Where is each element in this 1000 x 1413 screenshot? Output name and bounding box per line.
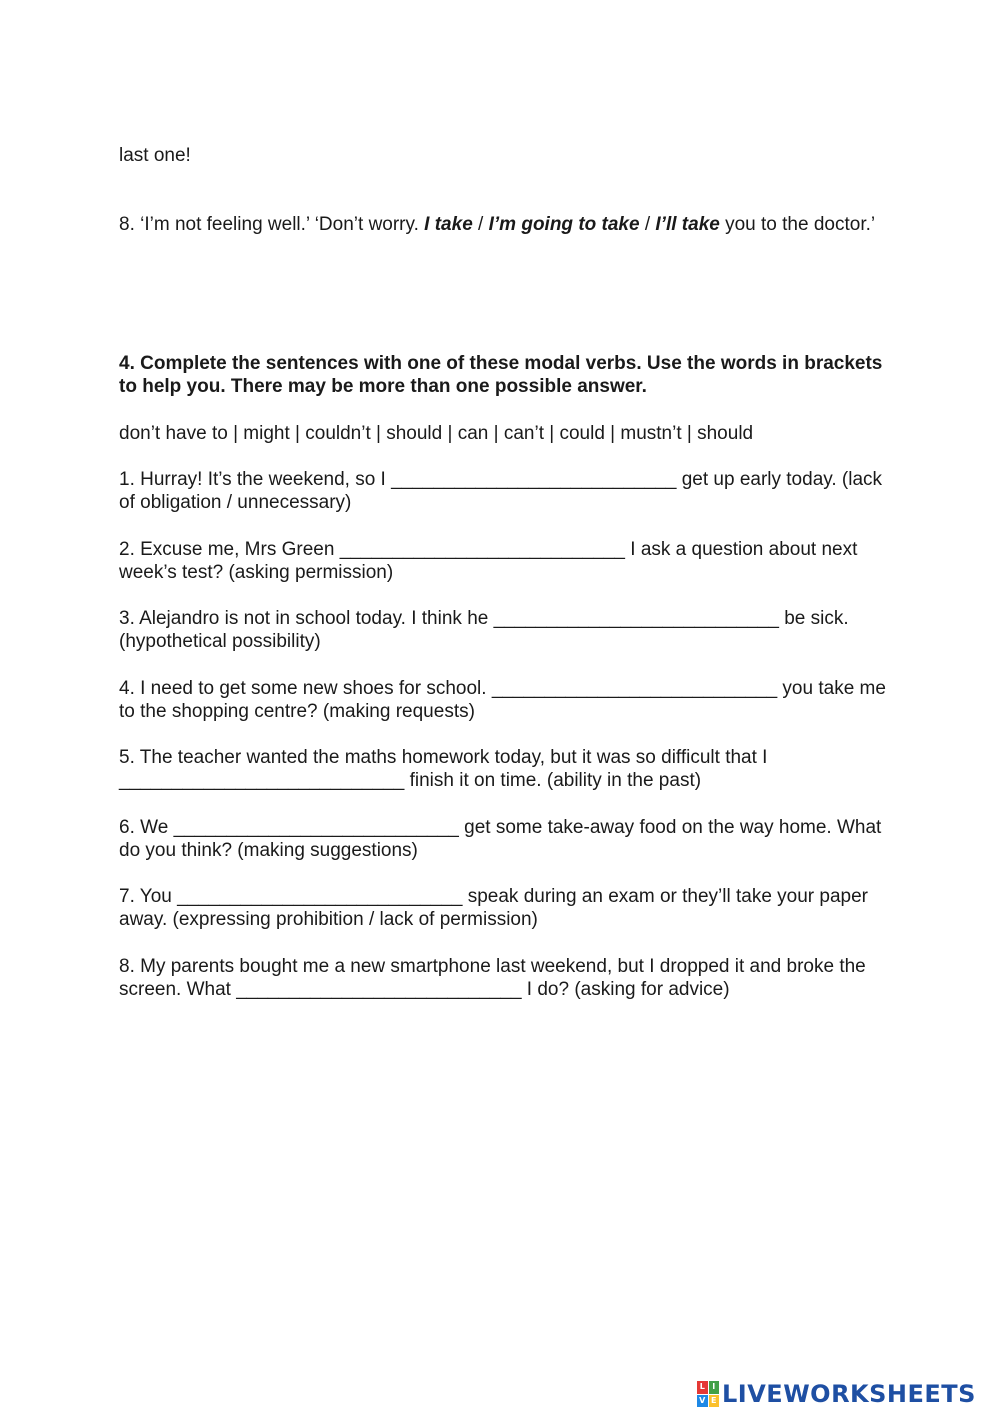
item-text: finish it on time. (ability in the past) xyxy=(404,770,702,791)
item-text: 4. I need to get some new shoes for school. xyxy=(119,678,492,699)
answer-blank[interactable]: ___________________________ xyxy=(491,678,778,699)
item-text: get some take-away food on the way home. What do you think? (making suggestions) xyxy=(119,817,882,861)
item-text: I ask a question about next week’s test? (asking permission) xyxy=(119,539,858,583)
section-4-heading: 4. Complete the sentences with one of these modal verbs. Use the words in brackets to help you. There may be more than one possible answer. xyxy=(119,353,883,397)
liveworksheets-logo[interactable] xyxy=(697,1378,976,1410)
item-text: get up early today. (lack of obligation / unnecessary) xyxy=(119,469,883,513)
answer-blank[interactable]: ___________________________ xyxy=(173,817,459,838)
option-i-take: I take xyxy=(424,214,473,235)
answer-blank[interactable]: ___________________________ xyxy=(339,539,625,560)
item-text: 3. Alejandro is not in school today. I think he xyxy=(119,608,494,629)
logo-mark-letter: L xyxy=(697,1381,708,1394)
option-separator: / xyxy=(472,214,489,235)
logo-wordmark: LIVEWORKSHEETS xyxy=(722,1380,976,1408)
question-text: 8. ‘I’m not feeling well.’ ‘Don’t worry. xyxy=(119,214,425,235)
previous-question-8 xyxy=(119,213,889,236)
item-text: I do? (asking for advice) xyxy=(521,979,730,1000)
answer-blank[interactable]: ___________________________ xyxy=(493,608,779,629)
item-text: be sick. (hypothetical possibility) xyxy=(119,608,849,652)
exercise-item-7 xyxy=(119,885,889,931)
logo-mark-letter: I xyxy=(709,1381,720,1394)
item-text: 7. You xyxy=(119,886,178,907)
exercise-item-5 xyxy=(119,746,889,792)
option-going-to-take: I’m going to take xyxy=(488,214,640,235)
exercise-item-8 xyxy=(119,955,889,1001)
item-text: 1. Hurray! It’s the weekend, so I xyxy=(119,469,392,490)
item-text: 6. We xyxy=(119,817,174,838)
liveworksheets-logo-icon xyxy=(697,1381,719,1407)
answer-blank[interactable]: ___________________________ xyxy=(177,886,463,907)
logo-mark-letter: V xyxy=(697,1395,708,1408)
exercise-item-2 xyxy=(119,538,889,584)
item-text: you take me to the shopping centre? (making requests) xyxy=(119,678,886,722)
exercise-item-3 xyxy=(119,607,889,653)
previous-item-tail: last one! xyxy=(119,145,191,166)
modal-verb-bank: don’t have to | might | couldn’t | should | can | can’t | could | mustn’t | should xyxy=(119,423,754,444)
question-text: you to the doctor.’ xyxy=(719,214,876,235)
logo-mark-letter: E xyxy=(709,1395,720,1408)
item-text: 2. Excuse me, Mrs Green xyxy=(119,539,340,560)
exercise-item-6 xyxy=(119,816,889,862)
answer-blank[interactable]: ___________________________ xyxy=(119,770,405,791)
exercise-item-4 xyxy=(119,677,889,723)
option-separator: / xyxy=(639,214,656,235)
option-ill-take: I’ll take xyxy=(655,214,720,235)
exercise-item-1 xyxy=(119,468,889,514)
item-text: speak during an exam or they’ll take your paper away. (expressing prohibition / lack of permission) xyxy=(119,886,868,930)
item-text: 8. My parents bought me a new smartphone last weekend, but I dropped it and broke the screen. What xyxy=(119,956,866,1000)
item-text: 5. The teacher wanted the maths homework today, but it was so difficult that I xyxy=(119,747,768,768)
answer-blank[interactable]: ___________________________ xyxy=(236,979,522,1000)
answer-blank[interactable]: ___________________________ xyxy=(391,469,677,490)
